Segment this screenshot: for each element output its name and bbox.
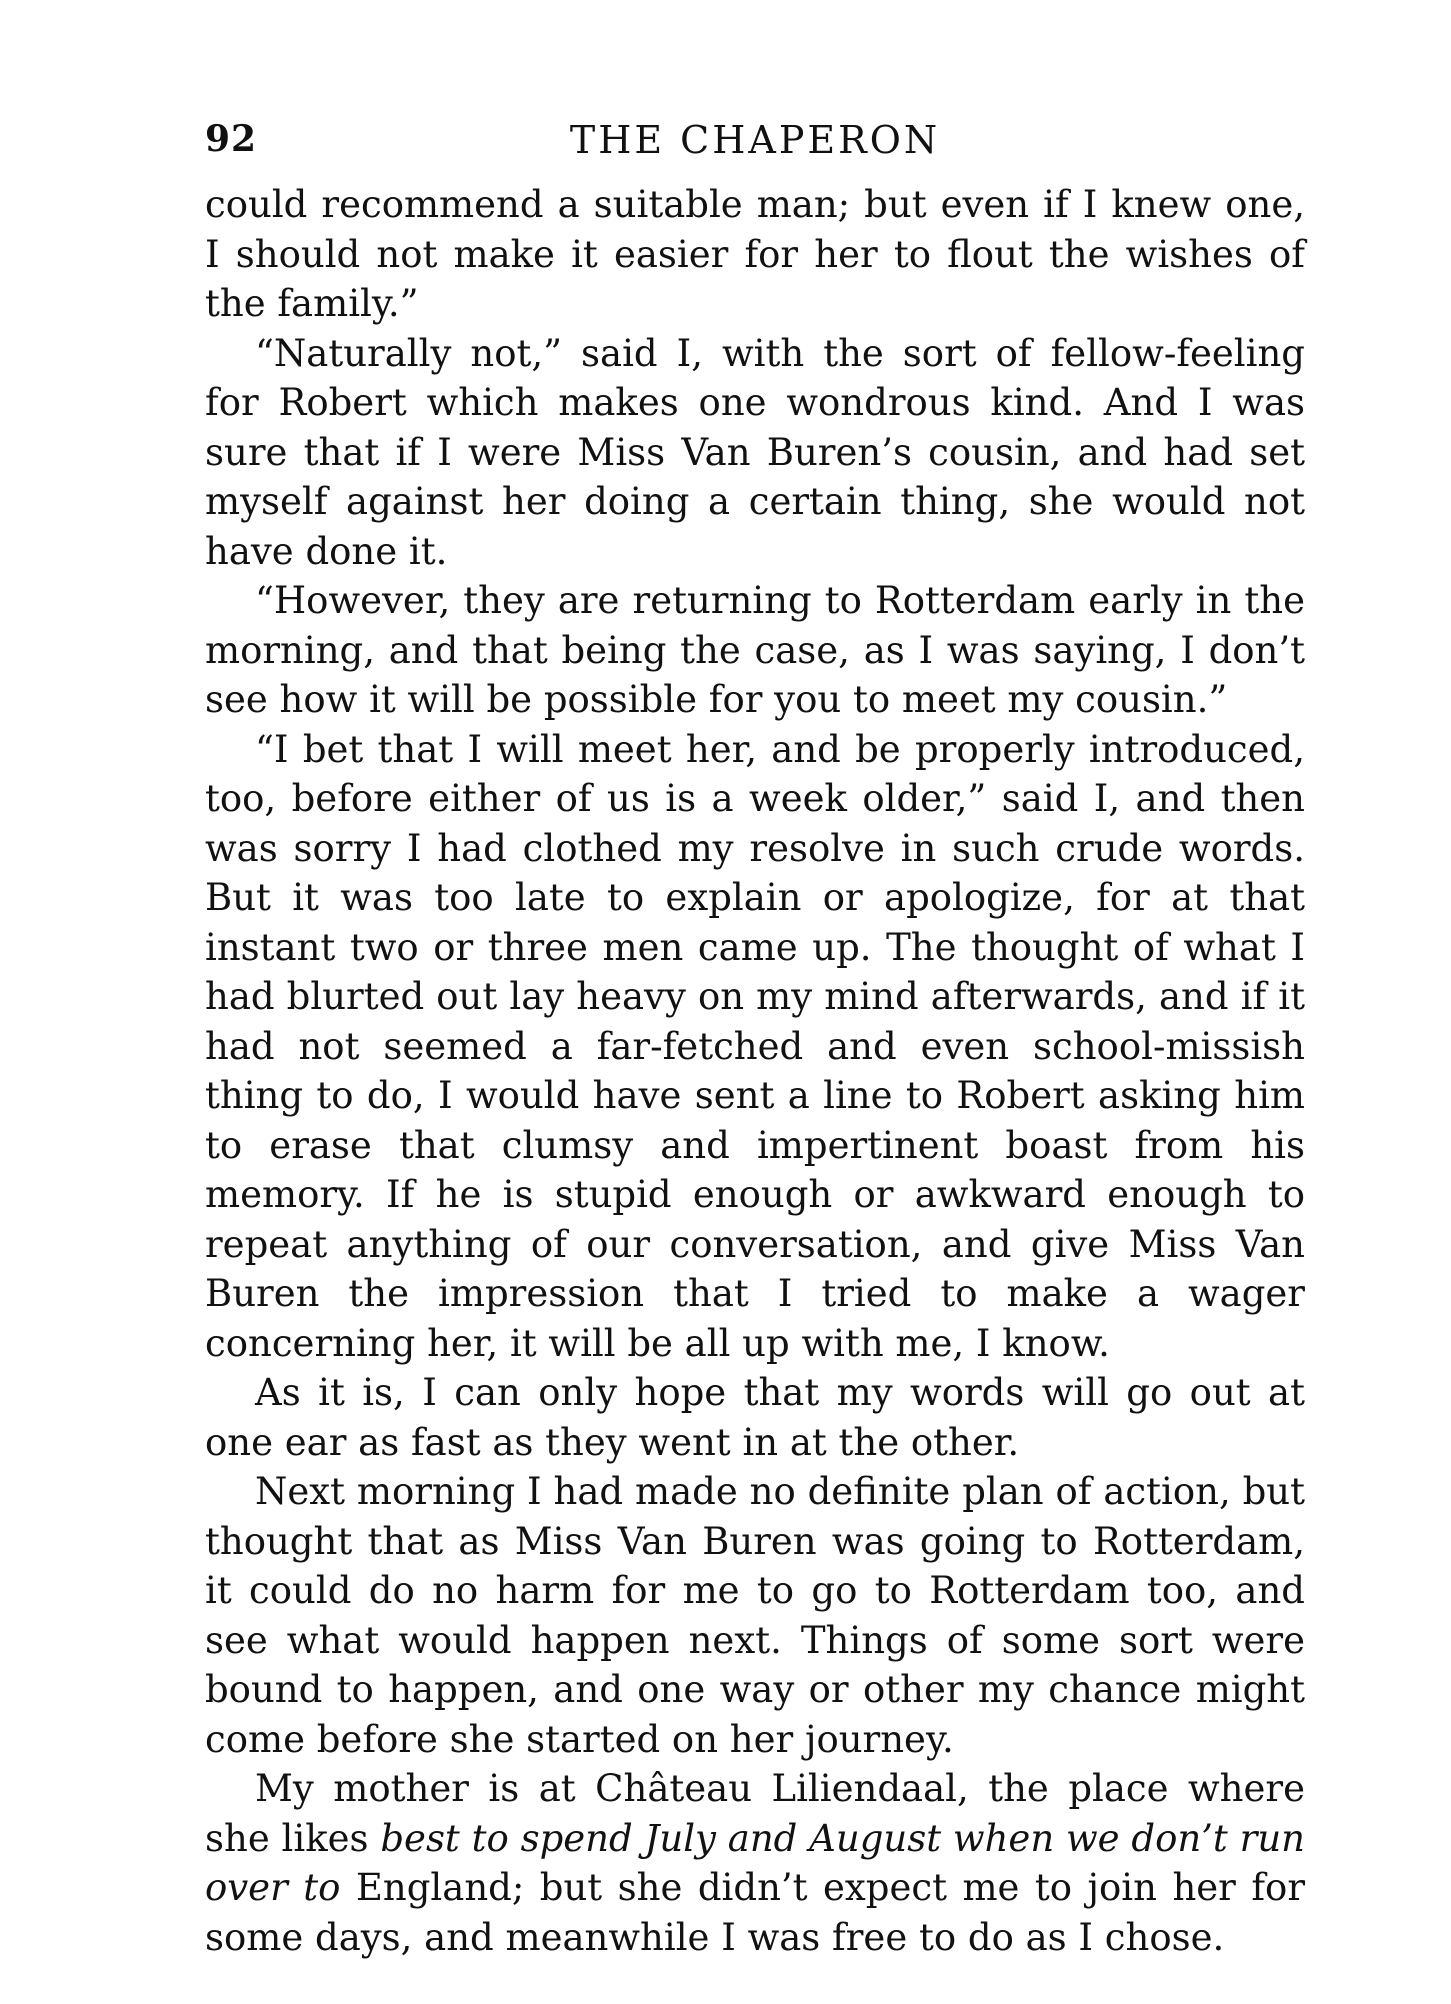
paragraph-5: As it is, I can only hope that my words will go out at one ear as fast as they went in at the other.	[205, 1371, 1305, 1464]
body-text	[205, 180, 1305, 1962]
paragraph-6: Next morning I had made no definite plan of action, but thought that as Miss Van Buren was going to Rotterdam, it could do no harm for me to go to Rotterdam too, and see what would happen next. Things of some sort were bound to happen, and one way or other my chance might come before she started on her journey.	[205, 1470, 1305, 1761]
paragraph-7-italic: best to spend July and August when we don’t run over to	[205, 1816, 1305, 1909]
paragraph-4: “I bet that I will meet her, and be properly introduced, too, before either of us is a week older,” said I, and then was sorry I had clothed my resolve in such crude words. But it was too late to explain or apologize, for at that instant two or three men came up. The thought of what I had blurted out lay heavy on my mind afterwards, and if it had not seemed a far-fetched and even school-missish thing to do, I would have sent a line to Robert asking him to erase that clumsy and impertinent boast from his memory. If he is stupid enough or awkward enough to repeat anything of our conversation, and give Miss Van Buren the impression that I tried to make a wager concerning her, it will be all up with me, I know.	[205, 727, 1305, 1365]
paragraph-3: “However, they are returning to Rotterdam early in the morning, and that being the case, as I was saying, I don’t see how it will be possible for you to meet my cousin.”	[205, 579, 1305, 721]
paragraph-7-part3: England; but she didn’t expect me to join her for some days, and meanwhile I was free to do as I chose.	[205, 1866, 1306, 1959]
paragraph-1: could recommend a suitable man; but even if I knew one, I should not make it easier for her to flout the wishes of the family.”	[205, 183, 1305, 325]
paragraph-7-part1: My mother is at Château Liliendaal, the place where she likes	[205, 1767, 1305, 1860]
page-number: 92	[205, 118, 258, 160]
paragraph-7	[205, 1764, 1305, 1962]
paragraph-2: “Naturally not,” said I, with the sort of fellow-feeling for Robert which makes one wondrous kind. And I was sure that if I were Miss Van Buren’s cousin, and had set myself against her doing a certain thing, she would not have done it.	[205, 331, 1305, 573]
running-title: THE CHAPERON	[569, 118, 941, 162]
page-header	[205, 118, 1305, 174]
